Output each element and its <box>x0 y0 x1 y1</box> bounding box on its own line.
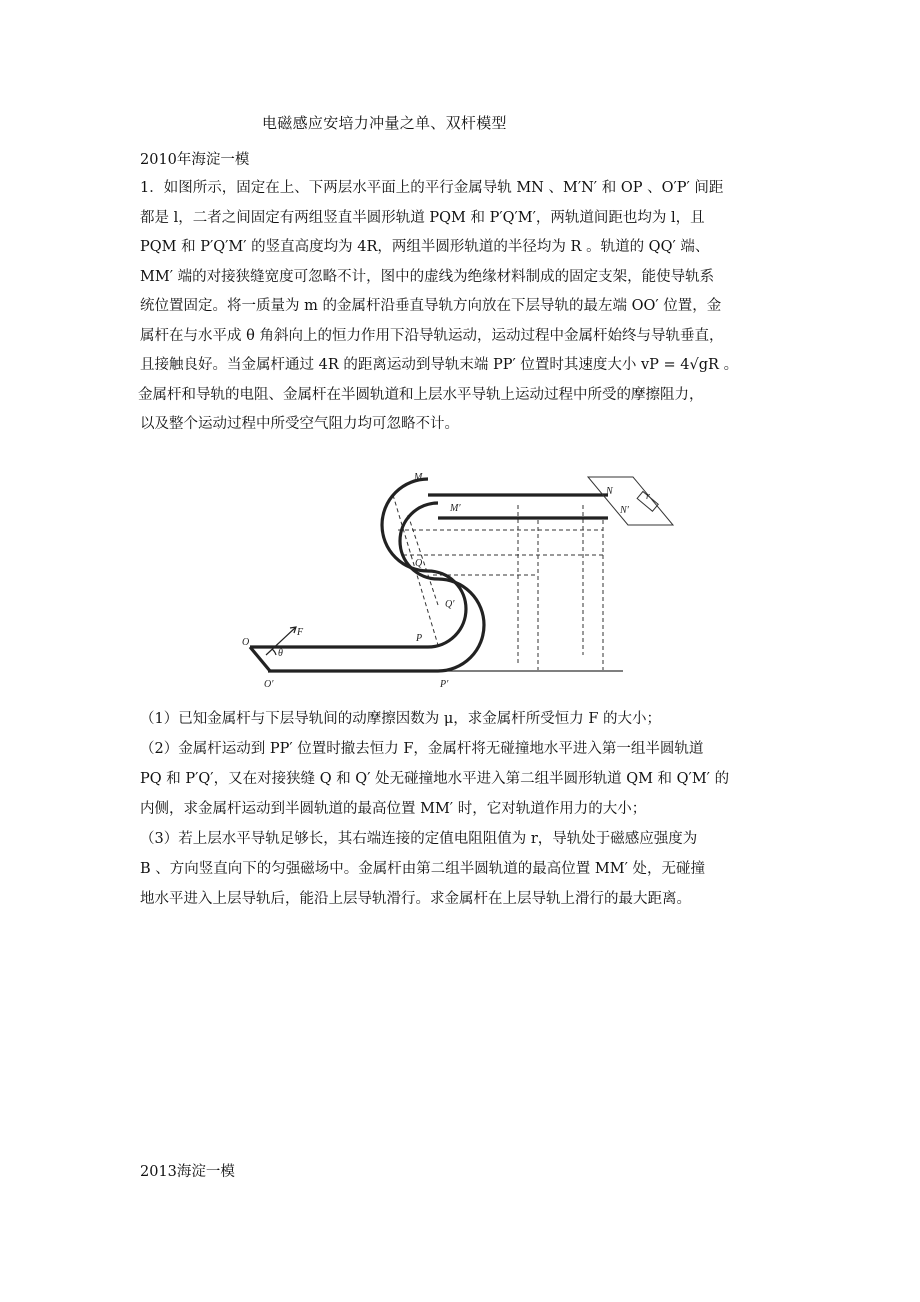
problem-statement <box>140 174 780 440</box>
question-line: B 、方向竖直向下的匀强磁场中。金属杆由第二组半圆轨道的最高位置 MM′ 处，无碰撞 <box>140 861 705 877</box>
label-theta: θ <box>278 648 283 659</box>
question-line: 地水平进入上层导轨后，能沿上层导轨滑行。求金属杆在上层导轨上滑行的最大距离。 <box>140 891 691 907</box>
question-line: PQ 和 P′Q′，又在对接狭缝 Q 和 Q′ 处无碰撞地水平进入第二组半圆形轨道 QM 和 Q′M′ 的 <box>140 771 730 787</box>
problem-line: 1．如图所示，固定在上、下两层水平面上的平行金属导轨 MN 、M′N′ 和 OP 、O′P′ 间距 <box>140 180 724 196</box>
first-semicircle-rails <box>428 571 484 671</box>
question-line: 内侧，求金属杆运动到半圆轨道的最高位置 MM′ 时，它对轨道作用力的大小； <box>140 801 647 817</box>
problem-line: 以及整个运动过程中所受空气阻力均可忽略不计。 <box>140 416 459 432</box>
problem-line: MM′ 端的对接狭缝宽度可忽略不计，图中的虚线为绝缘材料制成的固定支架，能使导轨系 <box>140 268 715 285</box>
problem-line: PQM 和 P′Q′M′ 的竖直高度均为 4R，两组半圆形轨道的半径均为 R 。轨道的 QQ′ 端、 <box>140 239 710 255</box>
label-O: O <box>242 637 250 648</box>
problem-line: 统位置固定。将一质量为 m 的金属杆沿垂直导轨方向放在下层导轨的最左端 OO′ 位置，金 <box>140 298 722 314</box>
question-line: （3）若上层水平导轨足够长，其右端连接的定值电阻阻值为 r，导轨处于磁感应强度为 <box>140 831 698 847</box>
label-O-prime: O′ <box>264 679 274 690</box>
question-line: （1）已知金属杆与下层导轨间的动摩擦因数为 μ，求金属杆所受恒力 F 的大小； <box>140 711 662 727</box>
label-M-prime: M′ <box>450 503 461 514</box>
rail-diagram <box>238 465 678 695</box>
problem-line: 属杆在与水平成 θ 角斜向上的恒力作用下沿导轨运动，运动过程中金属杆始终与导轨垂直， <box>140 327 724 344</box>
label-Q: Q <box>415 558 423 569</box>
label-N-prime: N′ <box>620 505 629 516</box>
questions <box>140 704 780 914</box>
label-P: P <box>416 633 423 644</box>
section-heading-2010: 2010年海淀一模 <box>140 152 250 168</box>
page-title: 电磁感应安培力冲量之单、双杆模型 <box>262 114 507 132</box>
label-F: F <box>297 627 304 638</box>
section-heading-2013: 2013海淀一模 <box>140 1164 235 1180</box>
label-Q-prime: Q′ <box>445 599 455 610</box>
problem-line: 且接触良好。当金属杆通过 4R 的距离运动到导轨末端 PP′ 位置时其速度大小 vP = 4√gR 。 <box>140 357 739 373</box>
problem-line: 都是 l，二者之间固定有两组竖直半圆形轨道 PQM 和 P′Q′M′，两轨道间距也均为 l，且 <box>140 209 705 226</box>
insulating-support-dashed <box>393 495 603 670</box>
problem-line: 金属杆和导轨的电阻、金属杆在半圆轨道和上层水平导轨上运动过程中所受的摩擦阻力， <box>138 386 704 403</box>
label-P-prime: P′ <box>440 679 449 690</box>
label-M: M <box>414 472 423 483</box>
label-N: N <box>606 486 613 497</box>
label-r: r <box>646 491 650 502</box>
question-line: （2）金属杆运动到 PP′ 位置时撤去恒力 F，金属杆将无碰撞地水平进入第一组半圆轨道 <box>140 741 704 757</box>
